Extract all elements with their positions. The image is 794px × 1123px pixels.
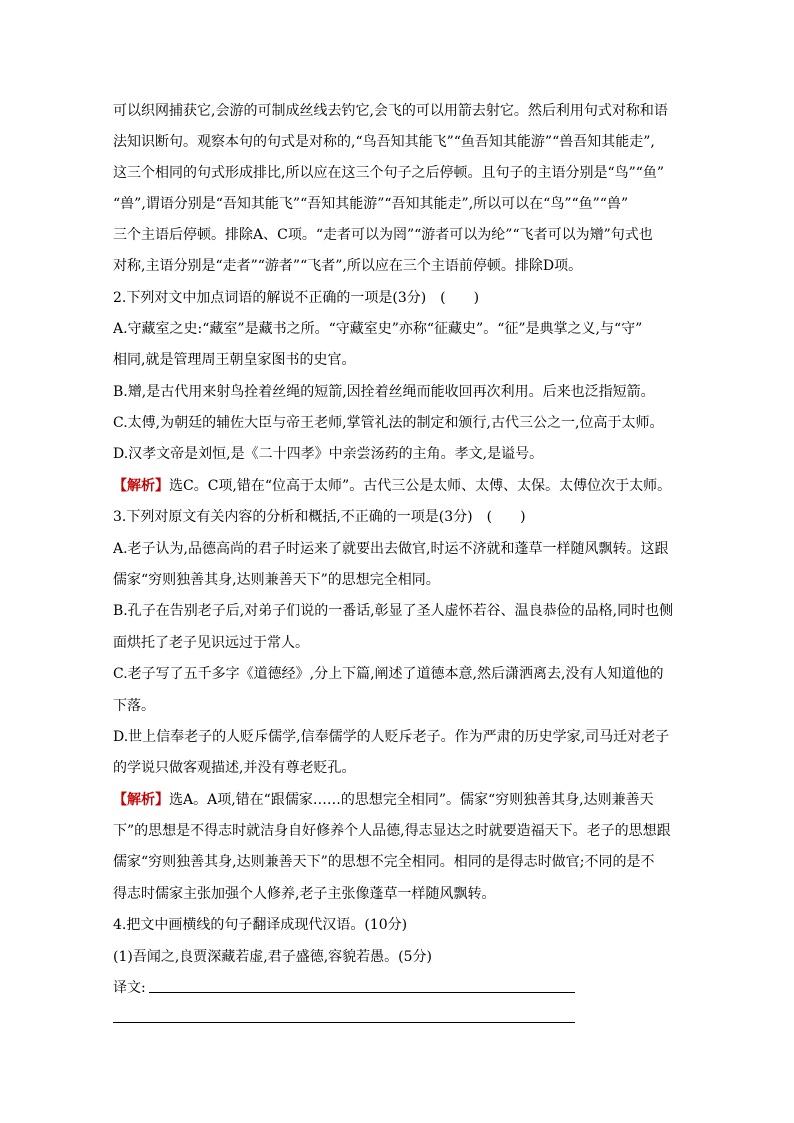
text-line: “兽”,谓语分别是“吾知其能飞”“吾知其能游”“吾知其能走”,所以可以在“鸟”“鱼”“兽” — [113, 196, 629, 212]
text-line: 得志时儒家主张加强个人修养,老子主张像蓬草一样随风飘转。 — [113, 886, 496, 902]
question-3-option-d: D.世上信奉老子的人贬斥儒学,信奉儒学的人贬斥老子。作为严肃的历史学家,司马迁对老子 — [113, 729, 670, 745]
translation-label: 译文: — [113, 980, 146, 996]
text-line: 的学说只做客观描述,并没有尊老贬孔。 — [113, 760, 356, 776]
text-line: 面烘托了老子见识远过于常人。 — [113, 635, 309, 651]
question-4-item-1: (1)吾闻之,良贾深藏若虚,君子盛德,容貌若愚。(5分) — [113, 949, 433, 965]
text-line: 可以织网捕获它,会游的可制成丝线去钓它,会飞的可以用箭去射它。然后利用句式对称和语 — [113, 103, 668, 119]
analysis-tag: 【解析】 — [113, 792, 169, 808]
analysis-text: 选A。A项,错在“跟儒家……的思想完全相同”。儒家“穷则独善其身,达则兼善天 — [169, 792, 654, 808]
question-4-stem: 4.把文中画横线的句子翻译成现代汉语。(10分) — [113, 917, 408, 933]
text-line: 对称,主语分别是“走者”“游者”“飞者”,所以应在三个主语前停顿。排除D项。 — [113, 258, 583, 274]
answer-analysis-1 — [113, 477, 685, 495]
text-line: 法知识断句。观察本句的句式是对称的,“鸟吾知其能飞”“鱼吾知其能游”“兽吾知其能走”, — [113, 134, 655, 150]
question-2-option-c: C.太傅,为朝廷的辅佐大臣与帝王老师,掌管礼法的制定和颁行,古代三公之一,位高于太师。 — [113, 415, 664, 431]
answer-analysis-2 — [113, 791, 685, 809]
text-line: 下落。 — [113, 698, 155, 714]
analysis-tag: 【解析】 — [113, 478, 169, 494]
text-line: 相同,就是管理周王朝皇家图书的史官。 — [113, 352, 356, 368]
text-line: 儒家“穷则独善其身,达则兼善天下”的思想不完全相同。相同的是得志时做官;不同的是不 — [113, 854, 655, 870]
question-2-option-d: D.汉孝文帝是刘恒,是《二十四孝》中亲尝汤药的主角。孝文,是谥号。 — [113, 446, 544, 462]
translation-answer-line[interactable] — [149, 992, 575, 993]
question-3-stem: 3.下列对原文有关内容的分析和概括,不正确的一项是(3分) ( ) — [113, 509, 526, 525]
question-2-option-a: A.守藏室之史:“藏室”是藏书之所。“守藏室史”亦称“征藏史”。“征”是典掌之义,与“守” — [113, 321, 643, 337]
text-line: 下”的思想是不得志时就洁身自好修养个人品德,得志显达之时就要造福天下。老子的思想跟 — [113, 823, 671, 839]
text-line: 这三个相同的句式形成排比,所以应在这三个句子之后停顿。且句子的主语分别是“鸟”“鱼” — [113, 165, 665, 181]
question-3-option-b: B.孔子在告别老子后,对弟子们说的一番话,彰显了圣人虚怀若谷、温良恭俭的品格,同时也侧 — [113, 603, 674, 619]
text-line: 三个主语后停顿。排除A、C项。“走者可以为罔”“游者可以为纶”“飞者可以为矰”句式也 — [113, 227, 653, 243]
analysis-text: 选C。C项,错在“位高于太师”。古代三公是太师、太傅、太保。太傅位次于太师。 — [169, 478, 672, 494]
question-2-stem: 2.下列对文中加点词语的解说不正确的一项是(3分) ( ) — [113, 290, 480, 306]
question-2-option-b: B.矰,是古代用来射鸟拴着丝绳的短箭,因拴着丝绳而能收回再次利用。后来也泛指短箭。 — [113, 384, 655, 400]
question-3-option-a: A.老子认为,品德高尚的君子时运来了就要出去做官,时运不济就和蓬草一样随风飘转。这跟 — [113, 541, 669, 557]
question-3-option-c: C.老子写了五千多字《道德经》,分上下篇,阐述了道德本意,然后潇洒离去,没有人知道他的 — [113, 666, 664, 682]
translation-answer-line-2[interactable] — [113, 1022, 575, 1023]
text-line: 儒家“穷则独善其身,达则兼善天下”的思想完全相同。 — [113, 572, 440, 588]
